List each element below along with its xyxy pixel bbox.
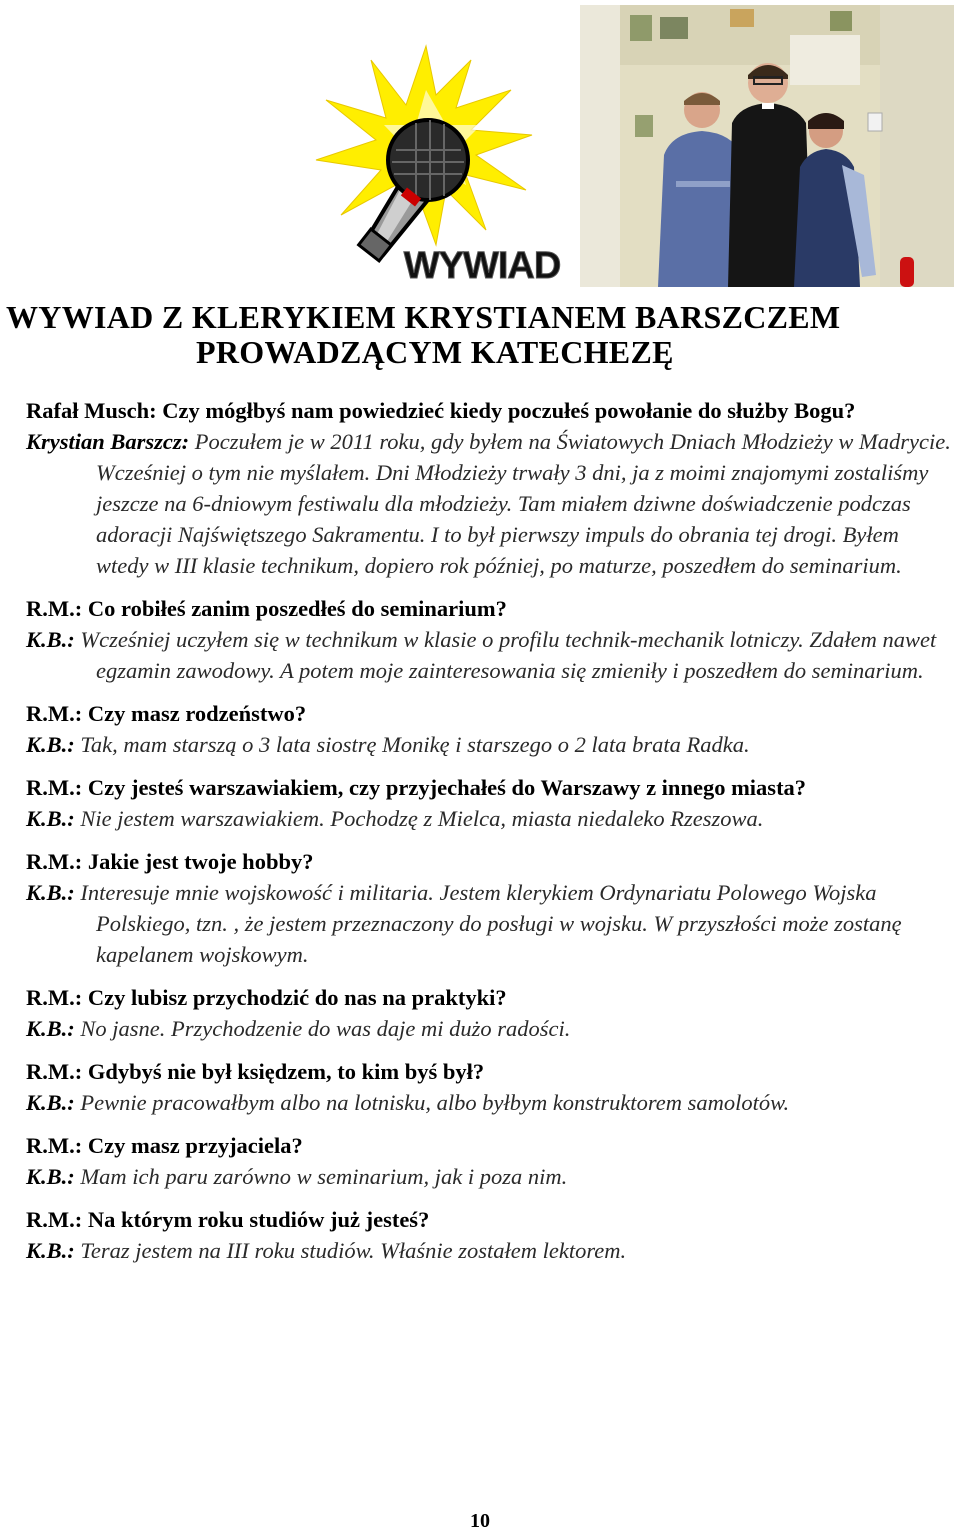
qa-block <box>26 593 956 686</box>
question-speaker: R.M.: <box>26 1059 83 1084</box>
question <box>26 982 956 1013</box>
answer-speaker: K.B.: <box>26 1090 75 1115</box>
qa-block <box>26 1130 956 1192</box>
question-text: Jakie jest twoje hobby? <box>87 849 314 874</box>
qa-block <box>26 772 956 834</box>
qa-block <box>26 698 956 760</box>
question <box>26 1056 956 1087</box>
logo-text: WYWIAD <box>403 245 561 287</box>
question <box>26 698 956 729</box>
title-line-1: WYWIAD Z KLERYKIEM KRYSTIANEM BARSZCZEM <box>6 299 841 335</box>
question-text: Czy mógłbyś nam powiedzieć kiedy poczułeś powołanie do służby Bogu? <box>162 398 856 423</box>
question-speaker: R.M.: <box>26 849 83 874</box>
answer-speaker: K.B.: <box>26 1238 75 1263</box>
answer-text: Pewnie pracowałbym albo na lotnisku, albo byłbym konstruktorem samolotów. <box>80 1090 790 1115</box>
answer-speaker: K.B.: <box>26 806 75 831</box>
qa-block <box>26 982 956 1044</box>
answer-text: Interesuje mnie wojskowość i militaria. Jestem klerykiem Ordynariatu Polowego Wojska Polskiego, tzn. , że jestem przeznaczony do posługi w wojsku. W przyszłości może zostanę kapelanem wojskowym. <box>80 880 902 967</box>
question-speaker: R.M.: <box>26 596 83 621</box>
page-number: 10 <box>470 1510 490 1532</box>
question <box>26 395 956 426</box>
question-text: Czy masz rodzeństwo? <box>87 701 307 726</box>
question <box>26 846 956 877</box>
interview-body <box>26 395 956 1278</box>
group-photo <box>580 5 954 287</box>
qa-block <box>26 846 956 970</box>
answer <box>26 877 956 970</box>
question-speaker: R.M.: <box>26 1207 83 1232</box>
answer <box>26 1161 956 1192</box>
question-text: Czy masz przyjaciela? <box>87 1133 303 1158</box>
answer-text: Tak, mam starszą o 3 lata siostrę Monikę i starszego o 2 lata brata Radka. <box>80 732 750 757</box>
question-speaker: R.M.: <box>26 701 83 726</box>
question-speaker: R.M.: <box>26 775 83 800</box>
qa-block <box>26 395 956 581</box>
answer <box>26 1087 956 1118</box>
answer-speaker: K.B.: <box>26 732 75 757</box>
title-line-2: PROWADZĄCYM KATECHEZĘ <box>196 334 674 370</box>
answer-speaker: Krystian Barszcz: <box>26 429 190 454</box>
answer-text: No jasne. Przychodzenie do was daje mi dużo radości. <box>80 1016 571 1041</box>
answer-text: Teraz jestem na III roku studiów. Właśnie zostałem lektorem. <box>80 1238 627 1263</box>
question-text: Co robiłeś zanim poszedłeś do seminarium? <box>87 596 507 621</box>
answer-speaker: K.B.: <box>26 1016 75 1041</box>
question-speaker: R.M.: <box>26 1133 83 1158</box>
answer <box>26 729 956 760</box>
article-title <box>6 300 840 370</box>
question <box>26 593 956 624</box>
question-speaker: Rafał Musch: <box>26 398 157 423</box>
answer-text: Nie jestem warszawiakiem. Pochodzę z Mielca, miasta niedaleko Rzeszowa. <box>80 806 764 831</box>
answer <box>26 1013 956 1044</box>
answer-text: Wcześniej uczyłem się w technikum w klasie o profilu technik-mechanik lotniczy. Zdałem nawet egzamin zawodowy. A potem moje zainteresowania się zmieniły i poszedłem do seminarium. <box>80 627 937 683</box>
question-text: Na którym roku studiów już jesteś? <box>87 1207 430 1232</box>
answer-speaker: K.B.: <box>26 1164 75 1189</box>
answer <box>26 1235 956 1266</box>
answer <box>26 803 956 834</box>
question <box>26 772 956 803</box>
answer-speaker: K.B.: <box>26 627 75 652</box>
qa-block <box>26 1204 956 1266</box>
interview-logo <box>296 40 561 287</box>
answer-text: Mam ich paru zarówno w seminarium, jak i poza nim. <box>80 1164 568 1189</box>
question <box>26 1130 956 1161</box>
question-speaker: R.M.: <box>26 985 83 1010</box>
question-text: Czy jesteś warszawiakiem, czy przyjechałeś do Warszawy z innego miasta? <box>87 775 807 800</box>
question <box>26 1204 956 1235</box>
qa-block <box>26 1056 956 1118</box>
answer-speaker: K.B.: <box>26 880 75 905</box>
question-text: Czy lubisz przychodzić do nas na praktyki? <box>87 985 507 1010</box>
microphone-icon <box>296 40 561 287</box>
answer <box>26 624 956 686</box>
answer-text: Poczułem je w 2011 roku, gdy byłem na Światowych Dniach Młodzieży w Madrycie. Wcześniej o tym nie myślałem. Dni Młodzieży trwały 3 dni, ja z moimi znajomymi zostaliśmy jeszcze na 6-dniowym festiwalu dla młodzieży. Tam miałem dziwne doświadczenie podczas adoracji Najświętszego Sakramentu. I to był pierwszy impuls do obrania tej drogi. Byłem wtedy w III klasie technikum, dopiero rok później, po maturze, poszedłem do seminarium. <box>96 429 951 578</box>
question-text: Gdybyś nie był księdzem, to kim byś był? <box>87 1059 485 1084</box>
answer <box>26 426 956 581</box>
